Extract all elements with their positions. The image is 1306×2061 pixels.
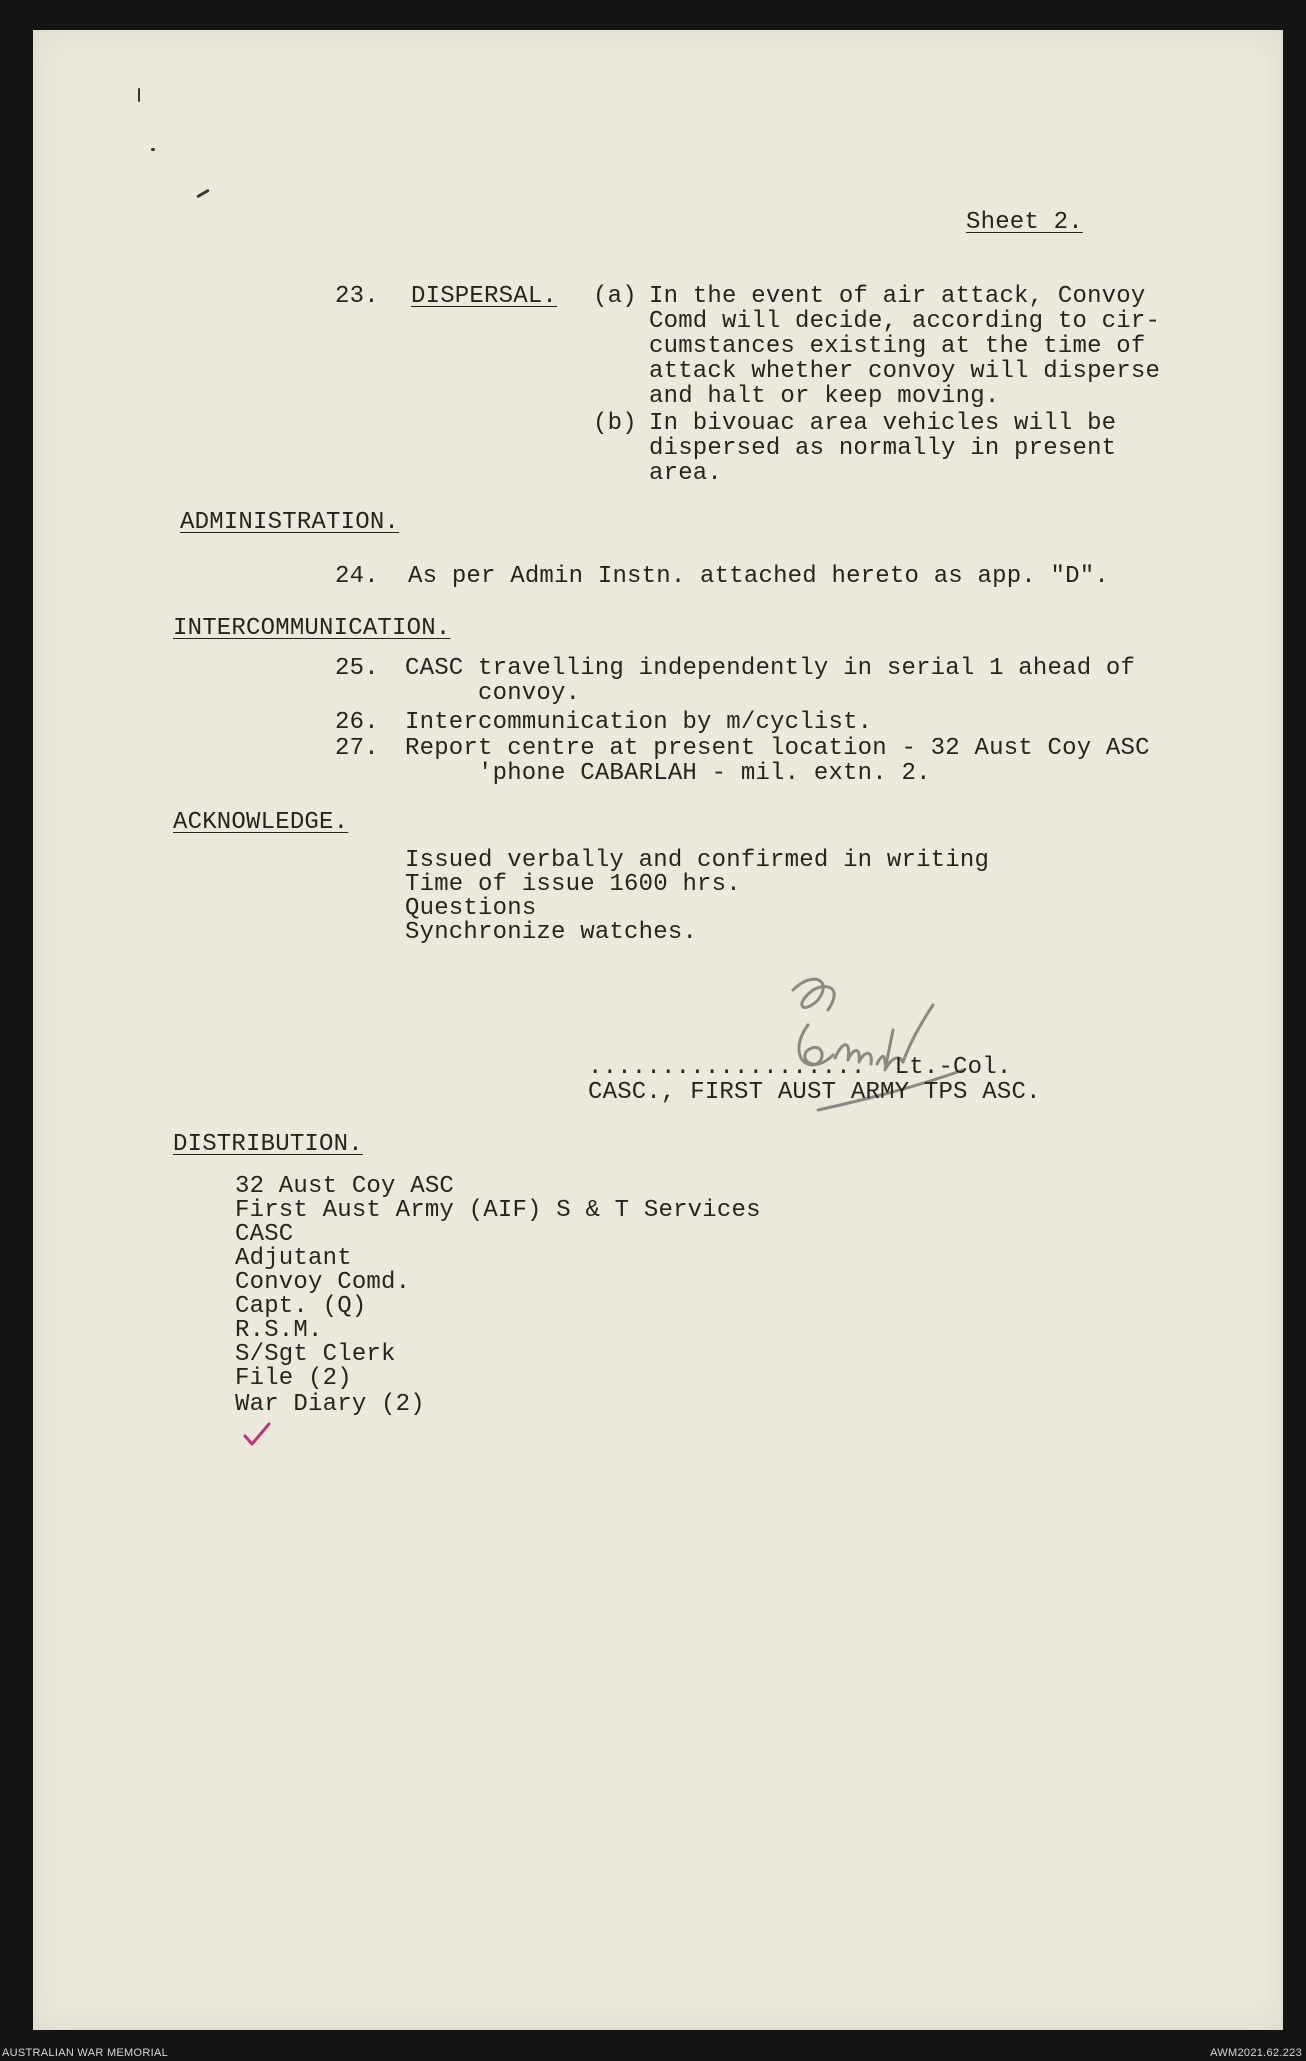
para-24: 24. As per Admin Instn. attached hereto as app. "D". xyxy=(335,563,1109,590)
para-23-a-line: In the event of air attack, Convoy xyxy=(649,283,1146,310)
para-25-number: 25. xyxy=(335,655,379,682)
distribution-item: First Aust Army (AIF) S & T Services xyxy=(235,1197,761,1224)
distribution-item: S/Sgt Clerk xyxy=(235,1341,396,1368)
document-page xyxy=(33,30,1283,2030)
paper-mark xyxy=(151,148,155,151)
para-23-a-line: attack whether convoy will disperse xyxy=(649,358,1161,385)
distribution-item: File (2) xyxy=(235,1365,352,1392)
para-23-b-line: dispersed as normally in present xyxy=(649,435,1117,462)
para-27-number: 27. xyxy=(335,735,379,762)
acknowledge-line: Questions xyxy=(405,895,537,922)
para-25-line: convoy. xyxy=(478,680,581,707)
para-26: Intercommunication by m/cyclist. xyxy=(405,709,873,736)
intercommunication-heading: INTERCOMMUNICATION. xyxy=(173,615,451,642)
footer-accession-number: AWM2021.62.223 xyxy=(1210,2047,1302,2059)
para-23-number: 23. xyxy=(335,283,379,310)
tick-mark-icon xyxy=(243,1422,271,1446)
acknowledge-heading: ACKNOWLEDGE. xyxy=(173,809,349,836)
distribution-item: 32 Aust Coy ASC xyxy=(235,1173,455,1200)
para-27-line: 'phone CABARLAH - mil. extn. 2. xyxy=(478,760,931,787)
para-25-line: CASC travelling independently in serial 1 ahead of xyxy=(405,655,1136,682)
distribution-heading: DISTRIBUTION. xyxy=(173,1131,363,1158)
acknowledge-line: Issued verbally and confirmed in writing xyxy=(405,847,990,874)
para-26-number: 26. xyxy=(335,709,379,736)
paper-mark xyxy=(138,88,140,102)
para-23-a-line: cumstances existing at the time of xyxy=(649,333,1146,360)
footer-archive-name: AUSTRALIAN WAR MEMORIAL xyxy=(2,2047,169,2059)
sheet-number: Sheet 2. xyxy=(966,209,1083,236)
distribution-item: Convoy Comd. xyxy=(235,1269,411,1296)
signature-dots-rank: ................... Lt.-Col. xyxy=(588,1054,1012,1081)
para-23-a-marker: (a) xyxy=(593,283,637,310)
administration-heading: ADMINISTRATION. xyxy=(180,509,400,536)
acknowledge-line: Synchronize watches. xyxy=(405,919,698,946)
distribution-item: Capt. (Q) xyxy=(235,1293,367,1320)
handwritten-signature xyxy=(773,970,973,1130)
paper-mark xyxy=(196,189,210,199)
distribution-item: Adjutant xyxy=(235,1245,352,1272)
para-23-a-line: Comd will decide, according to cir- xyxy=(649,308,1161,335)
para-23-a-line: and halt or keep moving. xyxy=(649,383,1000,410)
distribution-item: War Diary (2) xyxy=(235,1391,425,1418)
para-23-b-marker: (b) xyxy=(593,410,637,437)
distribution-item: CASC xyxy=(235,1221,294,1248)
signature-unit: CASC., FIRST AUST ARMY TPS ASC. xyxy=(588,1079,1041,1106)
para-27-line: Report centre at present location - 32 Aust Coy ASC xyxy=(405,735,1150,762)
distribution-item: R.S.M. xyxy=(235,1317,323,1344)
para-23-b-line: In bivouac area vehicles will be xyxy=(649,410,1117,437)
para-23-b-line: area. xyxy=(649,460,723,487)
acknowledge-line: Time of issue 1600 hrs. xyxy=(405,871,741,898)
para-23-heading: DISPERSAL. xyxy=(411,283,558,310)
